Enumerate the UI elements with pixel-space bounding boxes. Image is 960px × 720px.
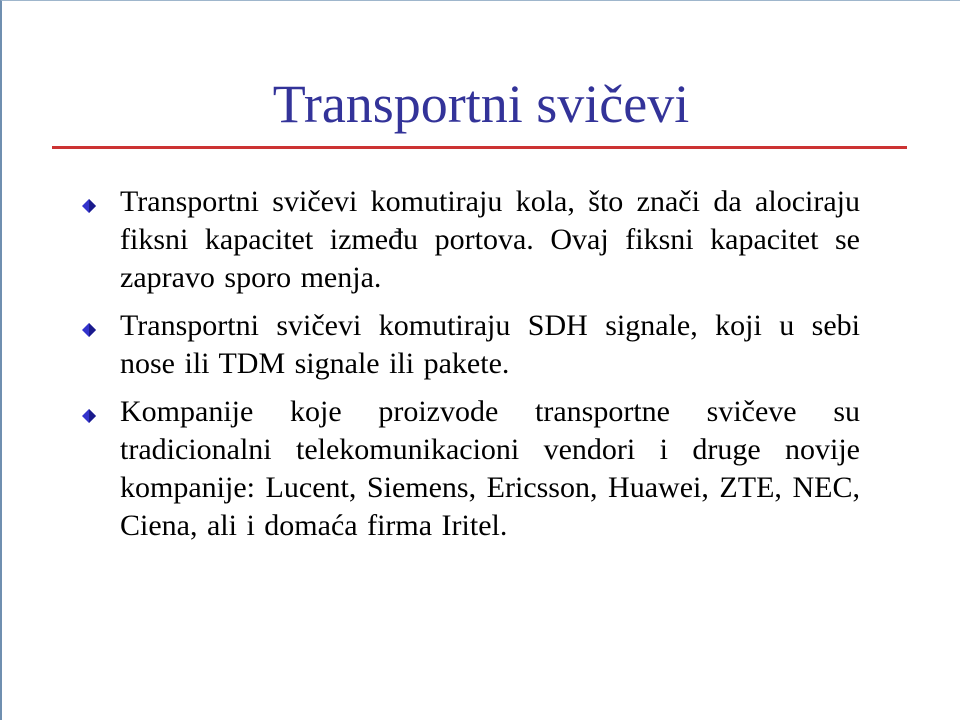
title-underline xyxy=(52,146,907,149)
bullet-item-2 xyxy=(80,307,860,383)
bullet-item-1 xyxy=(80,183,860,297)
diamond-bullet-icon xyxy=(80,321,98,339)
diamond-bullet-icon xyxy=(80,197,98,215)
bullet-text-1: Transportni svičevi komutiraju kola, što znači da alociraju fiksni kapacitet između portova. Ovaj fiksni kapacitet se zapravo sporo menja. xyxy=(120,185,860,294)
bullet-text-2: Transportni svičevi komutiraju SDH signale, koji u sebi nose ili TDM signale ili pakete. xyxy=(120,309,860,380)
bullet-list xyxy=(80,183,860,555)
bullet-item-3 xyxy=(80,393,860,545)
diamond-bullet-icon xyxy=(80,407,98,425)
slide-title: Transportni svičevi xyxy=(272,74,690,134)
bullet-text-3: Kompanije koje proizvode transportne svičeve su tradicionalni telekomunikacioni vendori i druge novije kompanije: Lucent, Siemens, Ericsson, Huawei, ZTE, NEC, Ciena, ali i domaća firma Iritel. xyxy=(120,395,860,542)
